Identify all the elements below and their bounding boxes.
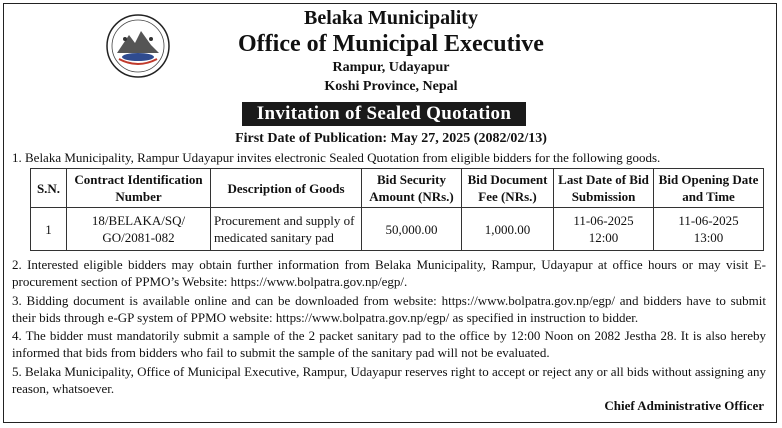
paragraph-2: 2. Interested eligible bidders may obtain further information from Belaka Municipality, Rampur, Udayapur at office hours or may visit E-procurement section of PPMO’s Website: https://www.bolpatra.gov.np/egp/.: [12, 257, 766, 289]
cell-description: Procurement and supply of medicated sanitary pad: [211, 208, 362, 251]
opening-date: 11-06-2025: [678, 213, 739, 228]
opening-time: 13:00: [693, 230, 724, 245]
cell-bid-security: 50,000.00: [362, 208, 462, 251]
col-header-sn: S.N.: [31, 169, 67, 208]
municipality-name: Belaka Municipality: [304, 7, 478, 29]
col-header-contract-id: Contract Identification Number: [67, 169, 211, 208]
col-header-last-date: Last Date of Bid Submission: [554, 169, 654, 208]
paragraph-4: 4. The bidder must mandatorily submit a sample of the 2 packet sanitary pad to the office by 12:00 Noon on 2082 Jestha 28. It is also hereby informed that bids from bidders who fail to submit the sample of the sanitary pad will not be evaluated.: [12, 328, 766, 360]
paragraph-1: 1. Belaka Municipality, Rampur Udayapur invites electronic Sealed Quotation from eligible bidders for the following goods.: [12, 150, 661, 165]
paragraph-5: 5. Belaka Municipality, Office of Municipal Executive, Rampur, Udayapur reserves right to accept or reject any or all bids without assigning any reason, whatsoever.: [12, 364, 766, 396]
col-header-doc-fee: Bid Document Fee (NRs.): [462, 169, 554, 208]
publication-date: First Date of Publication: May 27, 2025 (2082/02/13): [235, 131, 547, 146]
address-line-2: Koshi Province, Nepal: [324, 79, 458, 94]
address-line-1: Rampur, Udayapur: [332, 60, 450, 75]
cell-sn: 1: [31, 208, 67, 251]
cell-contract-id: 18/BELAKA/SQ/ GO/2081-082: [67, 208, 211, 251]
col-header-description: Description of Goods: [211, 169, 362, 208]
cell-doc-fee: 1,000.00: [462, 208, 554, 251]
notice-title: Invitation of Sealed Quotation: [242, 102, 526, 126]
last-date: 11-06-2025: [573, 213, 634, 228]
table-header-row: [31, 169, 764, 208]
col-header-opening: Bid Opening Date and Time: [654, 169, 764, 208]
notice-header: [0, 6, 782, 96]
paragraph-3: 3. Bidding document is available online and can be downloaded from website: https://www.bolpatra.gov.np/egp/ and bidders have to submit their bids through e-GP system of PPMO website: https://www.bolpatra.gov.np/egp/ as specified in instruction to bidder.: [12, 293, 766, 325]
col-header-bid-security: Bid Security Amount (NRs.): [362, 169, 462, 208]
table-row: [31, 208, 764, 251]
last-time: 12:00: [588, 230, 619, 245]
bid-table: [30, 168, 764, 251]
office-name: Office of Municipal Executive: [238, 31, 544, 57]
cell-opening: [654, 208, 764, 251]
signature-title: Chief Administrative Officer: [604, 398, 764, 413]
cell-last-date: [554, 208, 654, 251]
